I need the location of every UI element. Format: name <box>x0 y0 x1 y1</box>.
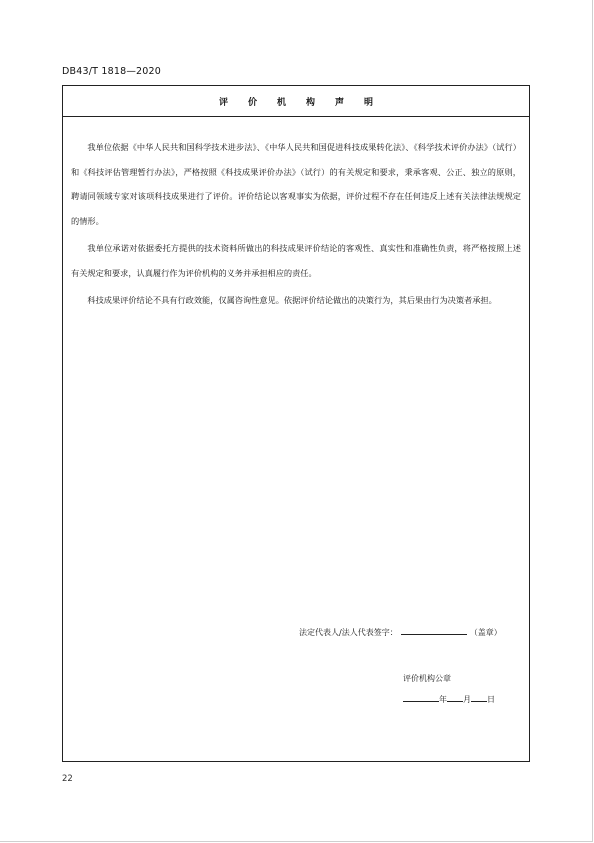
signature-blank <box>401 626 467 635</box>
title-row <box>63 86 529 117</box>
statement-body <box>71 135 521 316</box>
org-seal-label: 评价机构公章 <box>403 674 451 683</box>
day-label: 日 <box>487 695 495 704</box>
year-label: 年 <box>439 695 447 704</box>
date-line <box>403 693 495 705</box>
year-blank <box>403 693 439 702</box>
paragraph-legal-basis: 我单位依据《中华人民共和国科学技术进步法》、《中华人民共和国促进科技成果转化法》、《科学技术评价办法》（试行）和《科技评估管理暂行办法》，严格按照《科技成果评价办法》（试行）的有关规定和要求，秉承客观、公正、独立的原则，聘请同领域专家对该项科技成果进行了评价。评价结论以客观事实为依据，评价过程不存在任何违反上述有关法律法规规定的情形。 <box>71 142 521 226</box>
statement-frame <box>62 85 530 762</box>
month-label: 月 <box>463 695 471 704</box>
paragraph-commitment: 我单位承诺对依据委托方提供的技术资料所做出的科技成果评价结论的客观性、真实性和准确性负责，将严格按照上述有关规定和要求，认真履行作为评价机构的义务并承担相应的责任。 <box>71 243 521 278</box>
standard-code: DB43/T 1818—2020 <box>62 66 161 77</box>
signature-line <box>299 626 502 638</box>
day-blank <box>471 693 487 702</box>
page-number: 22 <box>62 774 73 784</box>
paragraph-disclaimer: 科技成果评价结论不具有行政效能，仅属咨询性意见。依据评价结论做出的决策行为，其后果由行为决策者承担。 <box>87 295 497 305</box>
seal-note: （盖章） <box>469 628 502 637</box>
section-title: 评价机构声明 <box>218 97 393 108</box>
month-blank <box>447 693 463 702</box>
signature-label: 法定代表人/法人代表签字： <box>299 628 398 637</box>
